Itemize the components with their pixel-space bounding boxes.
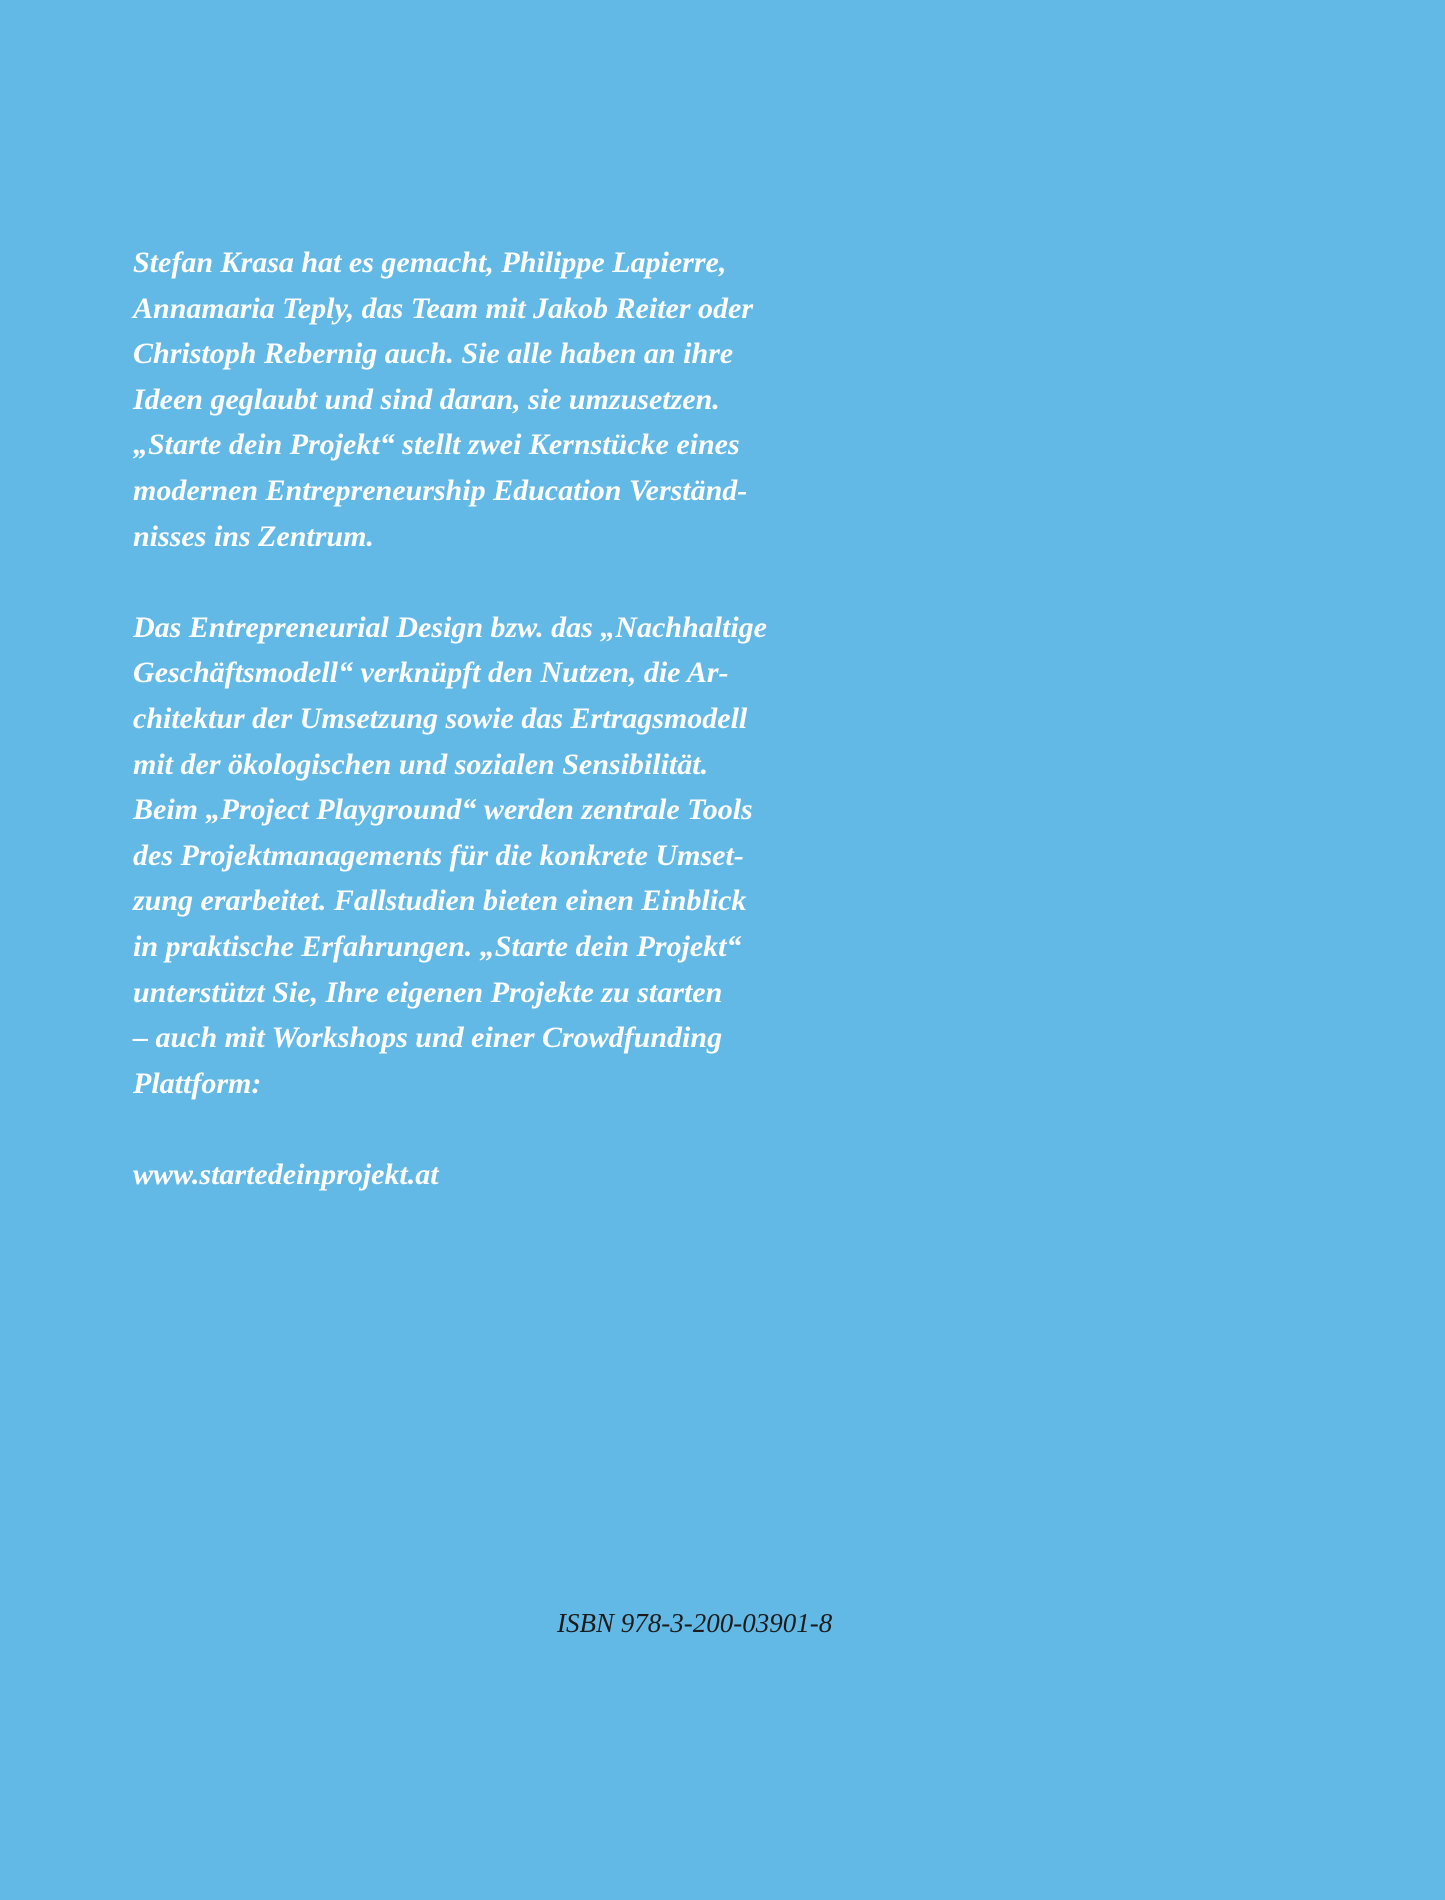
- cover-blurb: [133, 240, 873, 1197]
- text-line: Beim „Project Playground“ werden zentrale Tools: [133, 793, 753, 827]
- intro-paragraph: [133, 240, 873, 559]
- text-line: Geschäftsmodell“ verknüpft den Nutzen, die Ar-: [133, 656, 729, 690]
- text-line: Christoph Rebernig auch. Sie alle haben an ihre: [133, 337, 734, 371]
- text-line: chitektur der Umsetzung sowie das Ertragsmodell: [133, 701, 748, 735]
- isbn-number: ISBN 978-3-200-03901-8: [557, 1608, 833, 1638]
- text-line: – auch mit Workshops und einer Crowdfunding: [133, 1021, 723, 1055]
- description-paragraph: [133, 605, 873, 1107]
- text-line: Annamaria Teply, das Team mit Jakob Reiter oder: [133, 291, 754, 325]
- text-line: Plattform:: [133, 1066, 262, 1100]
- text-line: „Starte dein Projekt“ stellt zwei Kernstücke eines: [133, 428, 740, 462]
- website-url: www.startedeinprojekt.at: [133, 1157, 439, 1191]
- text-line: nisses ins Zentrum.: [133, 519, 374, 553]
- text-line: mit der ökologischen und sozialen Sensibilität.: [133, 747, 709, 781]
- text-line: in praktische Erfahrungen. „Starte dein Projekt“: [133, 929, 742, 963]
- text-line: des Projektmanagements für die konkrete Umset-: [133, 838, 744, 872]
- text-line: unterstützt Sie, Ihre eigenen Projekte zu starten: [133, 975, 723, 1009]
- text-line: Ideen geglaubt und sind daran, sie umzusetzen.: [133, 382, 720, 416]
- text-line: Das Entrepreneurial Design bzw. das „Nachhaltige: [133, 610, 767, 644]
- text-line: modernen Entrepreneurship Education Verständ-: [133, 473, 748, 507]
- text-line: zung erarbeitet. Fallstudien bieten einen Einblick: [133, 884, 747, 918]
- text-line: Stefan Krasa hat es gemacht, Philippe Lapierre,: [133, 246, 727, 279]
